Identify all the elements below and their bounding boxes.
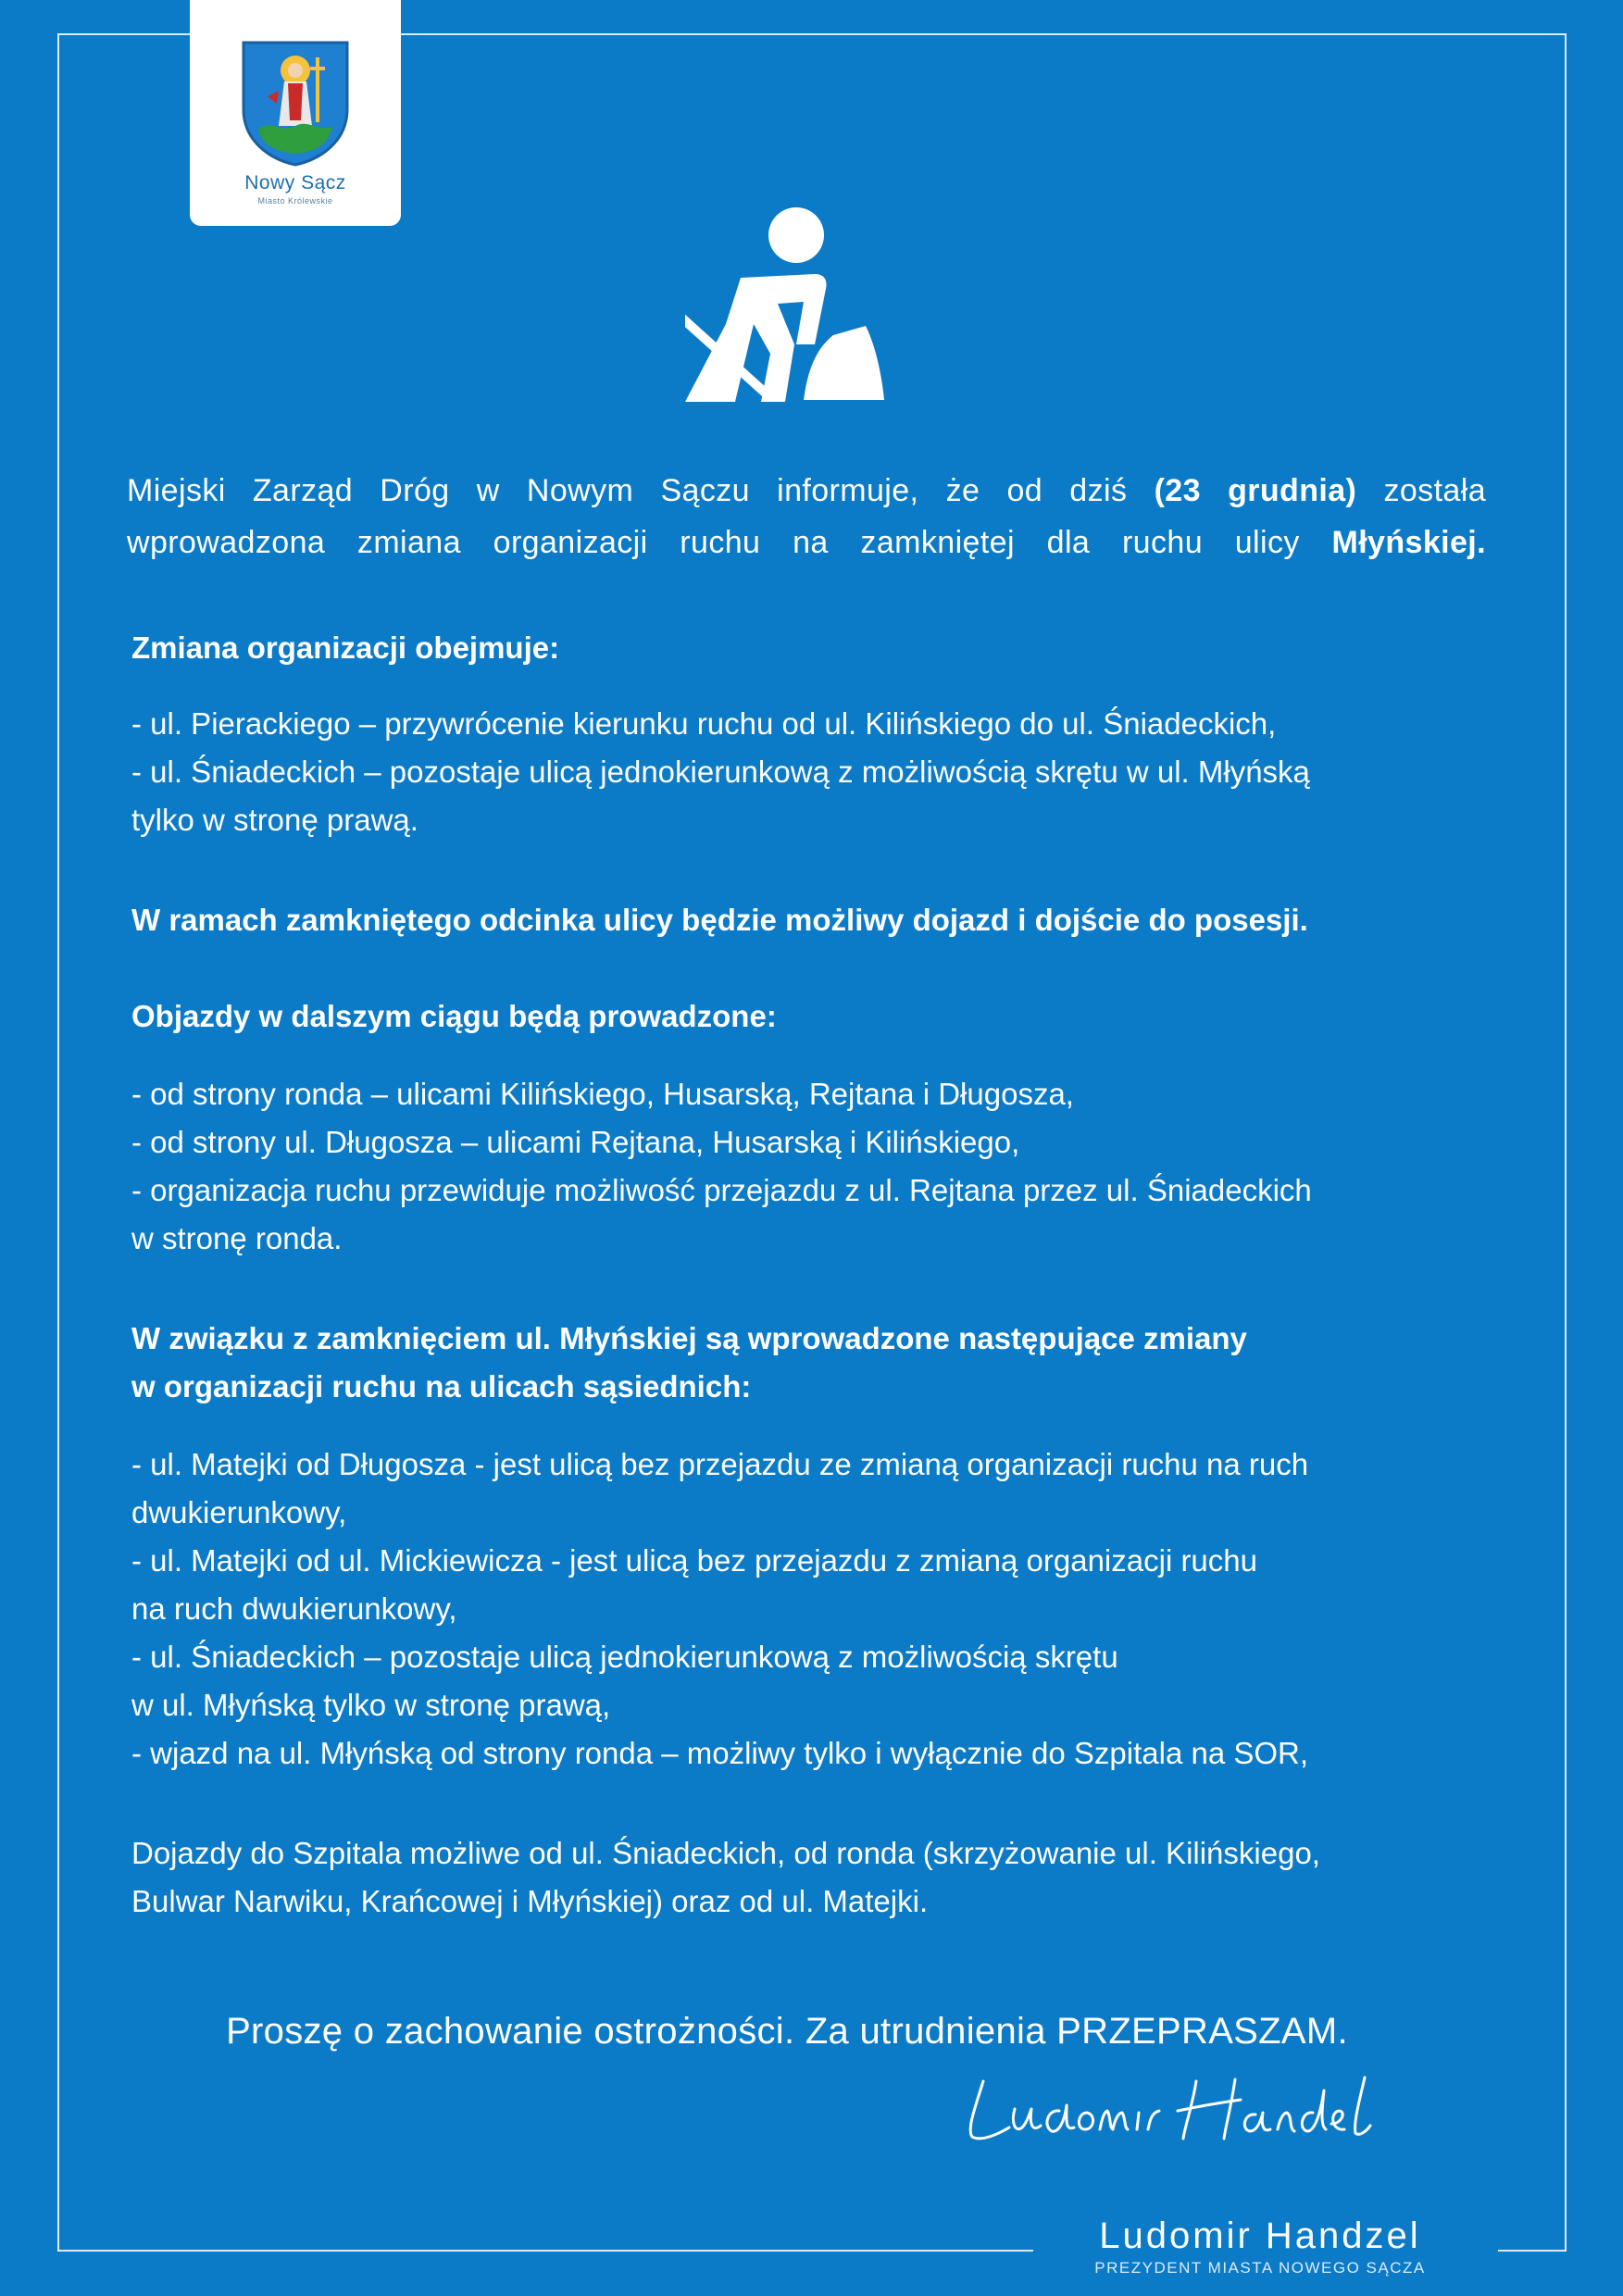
list-item: w stronę ronda. xyxy=(131,1221,343,1255)
list-item: - ul. Matejki od ul. Mickiewicza - jest ulicą bez przejazdu z zmianą organizacji ruchu xyxy=(131,1543,1257,1578)
signatory-name: Ludomir Handzel xyxy=(1099,2215,1421,2256)
intro-line2: wprowadzona zmiana organizacji ruchu na zamkniętej dla ruchu ulicy Młyńskiej. xyxy=(127,525,1486,560)
city-name: Nowy Sącz xyxy=(244,172,346,193)
section3-list xyxy=(131,1441,1485,1778)
frame-bottom-left xyxy=(57,2250,1033,2252)
access-notice: W ramach zamkniętego odcinka ulicy będzie możliwy dojazd i dojście do posesji. xyxy=(131,903,1308,937)
intro-date: (23 grudnia) xyxy=(1154,473,1357,508)
frame-bottom-right xyxy=(1498,2250,1567,2252)
intro-line1: Miejski Zarząd Dróg w Nowym Sączu informuje, że od dziś (23 grudnia) została xyxy=(127,473,1486,508)
list-item: - organizacja ruchu przewiduje możliwość przejazdu z ul. Rejtana przez ul. Śniadeckich xyxy=(131,1173,1312,1207)
closing-apology: Proszę o zachowanie ostrożności. Za utrudnienia PRZEPRASZAM. xyxy=(226,2011,1348,2052)
list-item: - ul. Śniadeckich – pozostaje ulicą jednokierunkową z możliwością skrętu w ul. Młyńską xyxy=(131,755,1310,789)
list-item: - ul. Matejki od Długosza - jest ulicą bez przejazdu ze zmianą organizacji ruchu na ruch xyxy=(131,1447,1309,1481)
section2-heading: Objazdy w dalszym ciągu będą prowadzone: xyxy=(131,999,777,1033)
list-item: - ul. Śniadeckich – pozostaje ulicą jednokierunkową z możliwością skrętu xyxy=(131,1640,1118,1674)
city-logo xyxy=(190,0,401,226)
roadworks-icon xyxy=(685,206,889,409)
section2-list xyxy=(131,1070,1485,1263)
signatory-title: PREZYDENT MIASTA NOWEGO SĄCZA xyxy=(1094,2259,1426,2277)
list-item: dwukierunkowy, xyxy=(131,1495,347,1529)
list-item: tylko w stronę prawą. xyxy=(131,803,418,837)
intro-paragraph xyxy=(127,465,1486,568)
list-item: - ul. Pierackiego – przywrócenie kierunku ruchu od ul. Kilińskiego do ul. Śniadeckich, xyxy=(131,706,1277,741)
section1-list xyxy=(131,700,1485,844)
handwritten-signature xyxy=(963,2068,1389,2152)
coat-of-arms-icon xyxy=(236,37,355,167)
list-item: w ul. Młyńską tylko w stronę prawą, xyxy=(131,1688,611,1722)
list-item: - wjazd na ul. Młyńską od strony ronda – możliwy tylko i wyłącznie do Szpitala na SOR, xyxy=(131,1736,1309,1770)
section3-heading: W związku z zamknięciem ul. Młyńskiej są wprowadzone następujące zmiany w organizacji ruchu na ulicach sąsiednich: xyxy=(131,1321,1247,1404)
section1-heading: Zmiana organizacji obejmuje: xyxy=(131,630,560,665)
list-item: - od strony ronda – ulicami Kilińskiego, Husarską, Rejtana i Długosza, xyxy=(131,1077,1074,1111)
list-item: na ruch dwukierunkowy, xyxy=(131,1591,457,1626)
hospital-access: Dojazdy do Szpitala możliwe od ul. Śniadeckich, od ronda (skrzyżowanie ul. Kilińskiego, Bulwar Narwiku, Krańcowej i Młyńskiej) oraz od ul. Matejki. xyxy=(131,1836,1320,1918)
intro-street: Młyńskiej. xyxy=(1331,525,1486,560)
list-item: - od strony ul. Długosza – ulicami Rejtana, Husarską i Kilińskiego, xyxy=(131,1125,1020,1159)
city-subtitle: Miasto Królewskie xyxy=(257,196,333,206)
